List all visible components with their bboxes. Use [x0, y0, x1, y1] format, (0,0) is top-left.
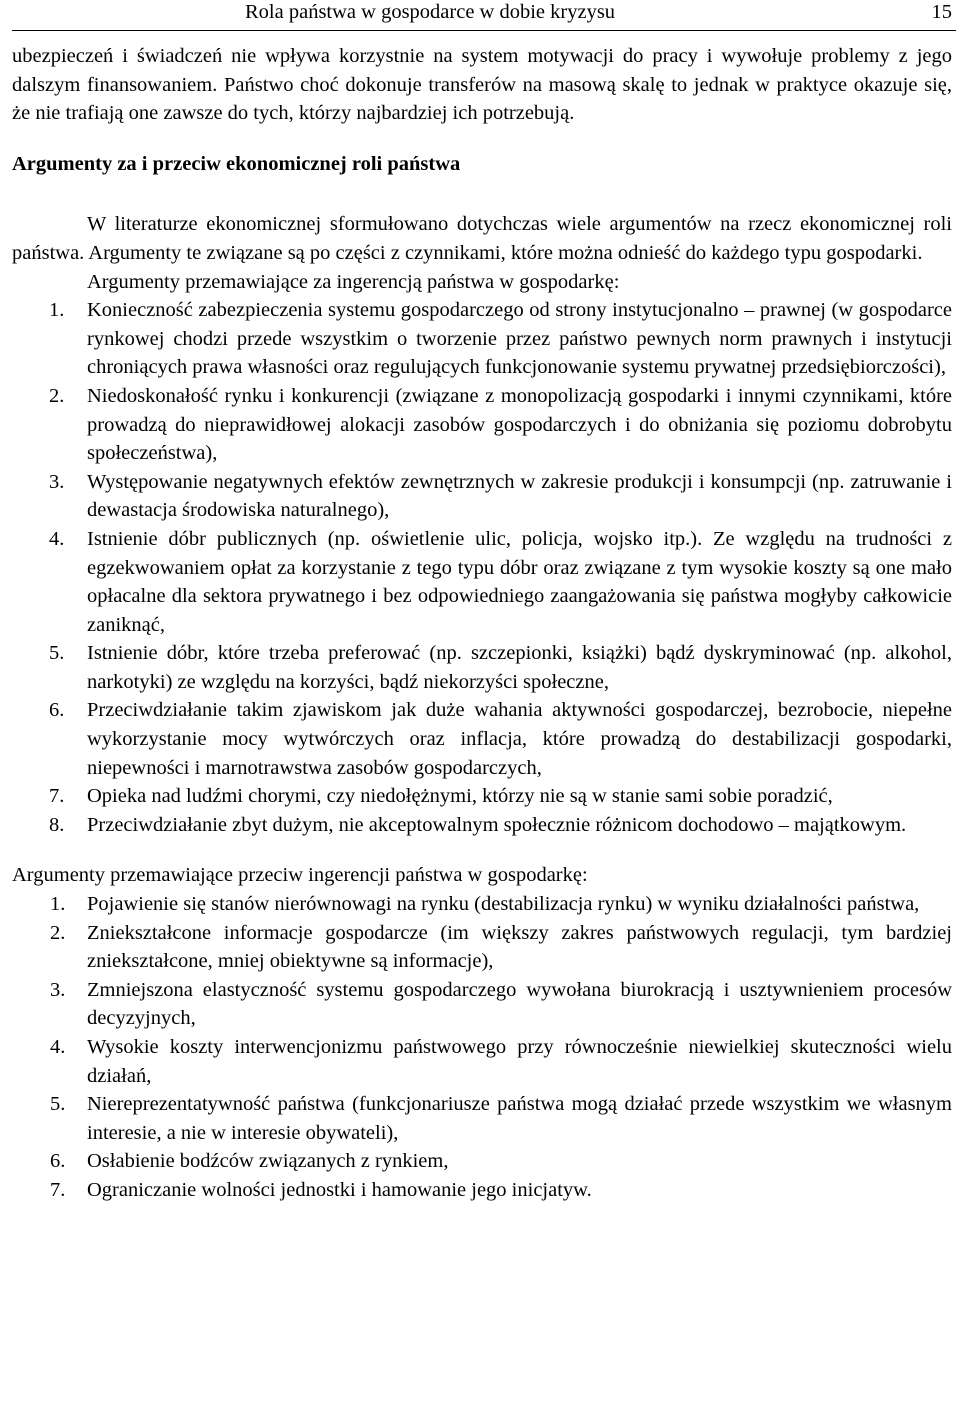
list-item	[12, 382, 952, 468]
list-item-number: 6.	[49, 699, 65, 722]
list-item-text: Istnienie dóbr publicznych (np. oświetlenie ulic, policja, wojsko itp.). Ze względu na trudności z egzekwowaniem opłat za korzystanie z tego typu dóbr oraz związane z tym wysokie koszty są one mało opłacalne dla sektora prywatnego i bez odpowiedniego zaangażowania się państwa mogłyby całkowicie zaniknąć,	[87, 527, 952, 636]
list-item-number: 8.	[49, 813, 65, 836]
list-item-text: Zniekształcone informacje gospodarcze (im większy zakres państwowych regulacji, tym bardziej zniekształcone, mniej obiektywne są informacje),	[87, 921, 952, 973]
list-item-text: Konieczność zabezpieczenia systemu gospodarczego od strony instytucjonalno – prawnej (w gospodarce rynkowej chodzi przede wszystkim o tworzenie przez państwo pewnych norm prawnych i instytucji chroniących prawa własności oraz regulujących funkcjonowanie systemu prywatnej przedsiębiorczości),	[87, 299, 952, 379]
document-page	[12, 0, 952, 1205]
list-item-text: Osłabienie bodźców związanych z rynkiem,	[87, 1150, 449, 1173]
list-item-number: 7.	[49, 785, 65, 808]
list-item-number: 2.	[49, 384, 65, 407]
list-item	[12, 1033, 952, 1090]
running-title: Rola państwa w gospodarce w dobie kryzysu	[245, 1, 616, 23]
list-item-text: Ograniczanie wolności jednostki i hamowanie jego inicjatyw.	[87, 1178, 592, 1201]
list-item-text: Występowanie negatywnych efektów zewnętrznych w zakresie produkcji i konsumpcji (np. zatruwanie i dewastacja środowiska naturalnego),	[87, 470, 952, 522]
list-item-text: Istnienie dóbr, które trzeba preferować (np. szczepionki, książki) bądź dyskryminować (np. alkohol, narkotyki) ze względu na korzyści, bądź niekorzyści społeczne,	[87, 642, 952, 693]
list-item-number: 4.	[50, 1036, 66, 1058]
list-item	[12, 696, 952, 782]
for-arguments-heading: Argumenty przemawiające za ingerencją państwa w gospodarkę:	[87, 270, 620, 293]
list-item-number: 3.	[50, 978, 66, 1001]
list-item-text: Zmniejszona elastyczność systemu gospodarczego wywołana biurokracją i usztywnieniem procesów decyzyjnych,	[87, 978, 952, 1030]
list-item	[12, 890, 952, 919]
running-header	[12, 0, 956, 31]
list-item-number: 5.	[50, 1093, 66, 1116]
list-item	[12, 525, 952, 639]
page-number: 15	[931, 1, 952, 23]
for-arguments-list	[12, 296, 952, 839]
list-item-text: Wysokie koszty interwencjonizmu państwowego przy równocześnie niewielkiej skuteczności wielu działań,	[87, 1036, 952, 1087]
list-item-text: Przeciwdziałanie zbyt dużym, nie akceptowalnym społecznie różnicom dochodowo – majątkowym.	[87, 813, 907, 836]
section-paragraph: W literaturze ekonomicznej sformułowano dotychczas wiele argumentów na rzecz ekonomicznej roli państwa. Argumenty te związane są po części z czynnikami, które można odnieść do każdego typu gospodarki.	[12, 213, 952, 264]
intro-paragraph: ubezpieczeń i świadczeń nie wpływa korzystnie na system motywacji do pracy i wywołuje problemy z jego dalszym finansowaniem. Państwo choć dokonuje transferów na masową skalę to jednak w praktyce okazuje się, że nie trafiają one zawsze do tych, którzy najbardziej ich potrzebują.	[12, 45, 952, 125]
list-item	[12, 782, 952, 811]
list-item-number: 1.	[49, 299, 65, 322]
list-item	[12, 1176, 952, 1205]
list-item	[12, 468, 952, 525]
list-item-number: 7.	[50, 1178, 66, 1201]
list-item	[12, 811, 952, 840]
section-heading: Argumenty za i przeciw ekonomicznej roli państwa	[12, 152, 461, 175]
list-item	[12, 919, 952, 976]
list-item	[12, 976, 952, 1033]
list-item-number: 2.	[50, 921, 66, 944]
list-item-number: 1.	[50, 893, 66, 916]
list-item-text: Przeciwdziałanie takim zjawiskom jak duże wahania aktywności gospodarczej, bezrobocie, niepełne wykorzystanie mocy wytwórczych oraz inflacja, które prowadzą do destabilizacji gospodarki, niepewności i marnotrawstwa zasobów gospodarczych,	[87, 699, 952, 779]
list-item-number: 5.	[49, 642, 65, 665]
list-item-text: Niereprezentatywność państwa (funkcjonariusze państwa mogą działać przede wszystkim we własnym interesie, a nie w interesie obywateli),	[87, 1093, 952, 1144]
list-item	[12, 1147, 952, 1176]
list-item	[12, 639, 952, 696]
list-item-number: 4.	[49, 527, 65, 550]
list-item-text: Niedoskonałość rynku i konkurencji (związane z monopolizacją gospodarki i innymi czynnikami, które prowadzą do nieprawidłowej alokacji zasobów gospodarczych i do obniżania się poziomu dobrobytu społeczeństwa),	[87, 384, 952, 465]
list-item-text: Opieka nad ludźmi chorymi, czy niedołężnymi, którzy nie są w stanie sami sobie poradzić,	[87, 785, 833, 808]
against-arguments-heading: Argumenty przemawiające przeciw ingerencji państwa w gospodarkę:	[12, 864, 588, 887]
list-item-text: Pojawienie się stanów nierównowagi na rynku (destabilizacja rynku) w wyniku działalności państwa,	[87, 893, 920, 916]
list-item	[12, 296, 952, 382]
list-item-number: 3.	[49, 470, 65, 493]
list-item	[12, 1090, 952, 1147]
list-item-number: 6.	[50, 1150, 66, 1173]
against-arguments-list	[12, 890, 952, 1205]
